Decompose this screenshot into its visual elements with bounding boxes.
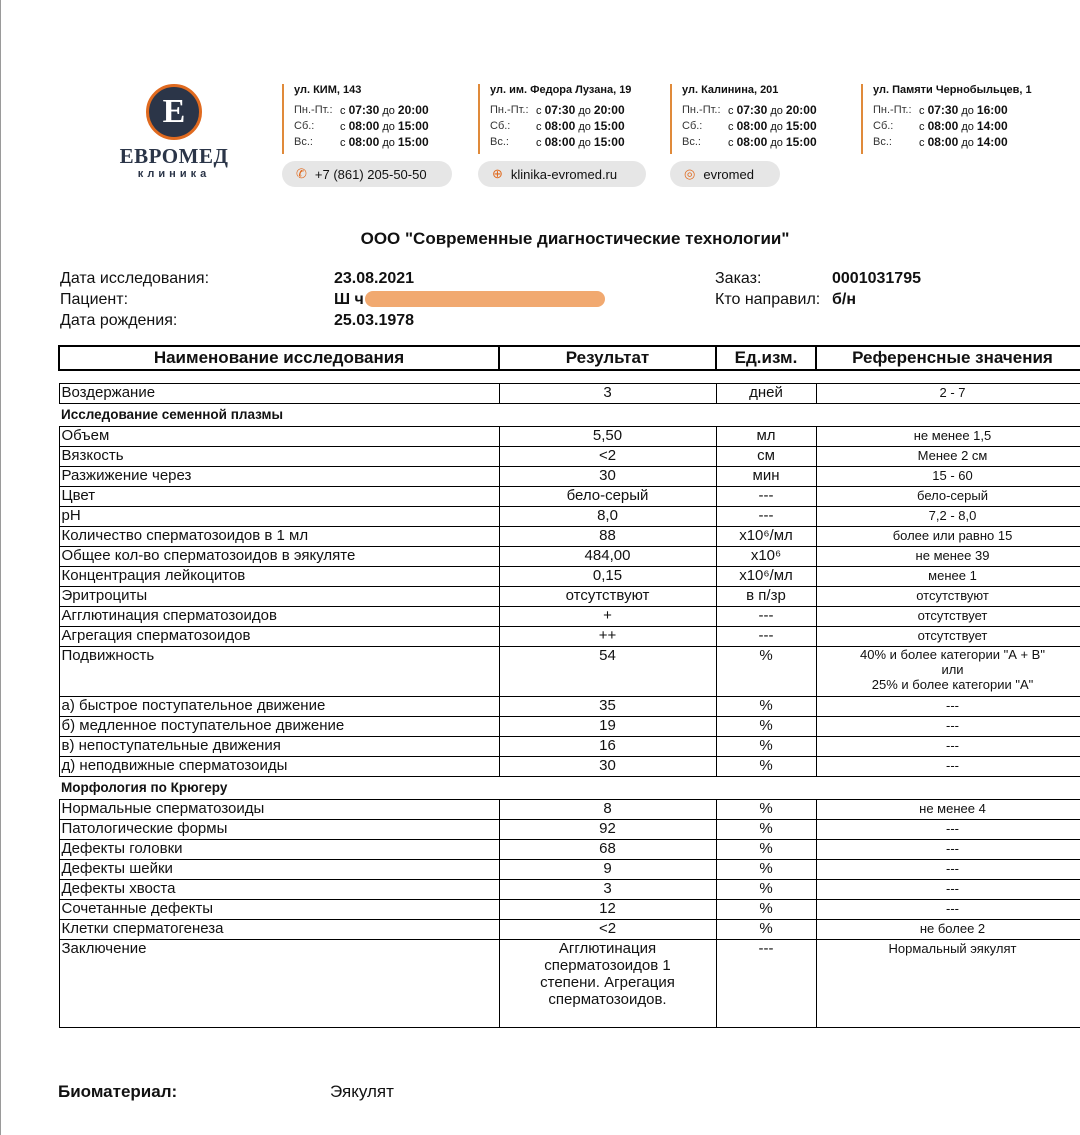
cell-ref: --- (816, 880, 1080, 900)
cell-unit: % (716, 860, 816, 880)
cell-result: 19 (499, 717, 716, 737)
globe-icon: ⊕ (492, 166, 503, 181)
website-text: klinika-evromed.ru (510, 166, 618, 182)
phone-pill[interactable] (282, 161, 452, 187)
cell-unit: % (716, 757, 816, 777)
cell-unit: % (716, 647, 816, 697)
cell-unit: % (716, 717, 816, 737)
date-label: Дата исследования: (60, 270, 210, 287)
order-value: 0001031795 (832, 270, 921, 287)
table-header (59, 346, 1080, 370)
biomaterial-label: Биоматериал: (58, 1082, 178, 1101)
cell-ref: менее 1 (816, 567, 1080, 587)
cell-ref: --- (816, 757, 1080, 777)
hours-time: с 07:30 до 20:00 (340, 103, 429, 117)
header-name: Наименование исследования (59, 346, 499, 370)
table-row (59, 800, 1080, 820)
cell-name: Вязкость (59, 447, 499, 467)
cell-name: Цвет (59, 487, 499, 507)
hours-day: Сб.: (873, 120, 894, 132)
table-row (59, 697, 1080, 717)
branch-4 (861, 84, 1063, 154)
cell-result: 484,00 (499, 547, 716, 567)
cell-unit: --- (716, 607, 816, 627)
clinic-logo (106, 84, 242, 194)
cell-result: 8,0 (499, 507, 716, 527)
cell-name: Сочетанные дефекты (59, 900, 499, 920)
cell-unit: в п/зр (716, 587, 816, 607)
hours-time: с 08:00 до 15:00 (728, 119, 817, 133)
hours-time: с 07:30 до 16:00 (919, 103, 1008, 117)
cell-name: Дефекты шейки (59, 860, 499, 880)
cell-name: Агрегация сперматозоидов (59, 627, 499, 647)
cell-unit: x10⁶/мл (716, 567, 816, 587)
cell-result: 92 (499, 820, 716, 840)
hours-day: Пн.-Пт.: (294, 104, 333, 116)
order-label: Заказ: (715, 270, 762, 287)
branch-2 (478, 84, 668, 154)
branch-address: ул. Памяти Чернобыльцев, 1 (873, 84, 1032, 96)
header-unit: Ед.изм. (716, 346, 816, 370)
cell-name: а) быстрое поступательное движение (59, 697, 499, 717)
hours-time: с 08:00 до 15:00 (728, 135, 817, 149)
hours-day: Вс.: (490, 136, 509, 148)
hours-time: с 08:00 до 15:00 (340, 135, 429, 149)
cell-ref: не более 2 (816, 920, 1080, 940)
table-row (59, 427, 1080, 447)
table-row (59, 487, 1080, 507)
cell-unit: % (716, 800, 816, 820)
redaction-mark (365, 291, 605, 307)
cell-unit: % (716, 920, 816, 940)
cell-ref: 15 - 60 (816, 467, 1080, 487)
hours-time: с 08:00 до 14:00 (919, 119, 1008, 133)
cell-result: <2 (499, 447, 716, 467)
table-row-motility (59, 647, 1080, 697)
cell-ref: отсутствуют (816, 587, 1080, 607)
website-pill[interactable] (478, 161, 646, 187)
cell-result: 16 (499, 737, 716, 757)
cell-result: 54 (499, 647, 716, 697)
cell-unit: x10⁶/мл (716, 527, 816, 547)
hours-day: Пн.-Пт.: (490, 104, 529, 116)
cell-unit: % (716, 880, 816, 900)
results-table (58, 345, 1080, 1028)
hours-time: с 07:30 до 20:00 (728, 103, 817, 117)
branch-1 (282, 84, 472, 154)
cell-ref: не менее 1,5 (816, 427, 1080, 447)
cell-ref: отсутствует (816, 607, 1080, 627)
ref-line: или (941, 662, 964, 677)
cell-name: Общее кол-во сперматозоидов в эякуляте (59, 547, 499, 567)
cell-result: 30 (499, 757, 716, 777)
birth-value: 25.03.1978 (334, 312, 415, 329)
cell-ref: не менее 4 (816, 800, 1080, 820)
cell-ref: --- (816, 737, 1080, 757)
cell-unit: % (716, 820, 816, 840)
hours-time: с 08:00 до 15:00 (536, 119, 625, 133)
cell-ref: --- (816, 717, 1080, 737)
cell-name: Объем (59, 427, 499, 447)
ref-line: 25% и более категории "А" (871, 677, 1034, 692)
table-row (59, 507, 1080, 527)
table-row (59, 607, 1080, 627)
cell-unit: x10⁶ (716, 547, 816, 567)
cell-name: Заключение (59, 940, 499, 1028)
table-row (59, 840, 1080, 860)
branch-address: ул. им. Федора Лузана, 19 (490, 84, 632, 96)
cell-result: 88 (499, 527, 716, 547)
ref-line: 40% и более категории "А + В" (860, 647, 1045, 662)
hours-day: Пн.-Пт.: (873, 104, 912, 116)
table-row (59, 900, 1080, 920)
hours-day: Пн.-Пт.: (682, 104, 721, 116)
cell-ref: Менее 2 см (816, 447, 1080, 467)
cell-ref: бело-серый (816, 487, 1080, 507)
cell-ref: --- (816, 900, 1080, 920)
cell-name: Дефекты хвоста (59, 880, 499, 900)
cell-ref: --- (816, 820, 1080, 840)
cell-result: 0,15 (499, 567, 716, 587)
table-row (59, 467, 1080, 487)
cell-ref: не менее 39 (816, 547, 1080, 567)
table-row (59, 860, 1080, 880)
table-row (59, 920, 1080, 940)
organization-title: ООО "Современные диагностические технологии" (360, 229, 790, 248)
logo-name: ЕВРОМЕД (119, 144, 229, 168)
phone-icon: ✆ (296, 166, 307, 181)
cell-ref: Нормальный эякулят (816, 940, 1080, 1028)
cell-ref: 7,2 - 8,0 (816, 507, 1080, 527)
hours-day: Вс.: (873, 136, 892, 148)
cell-name: Воздержание (59, 384, 499, 404)
table-row (59, 567, 1080, 587)
date-value: 23.08.2021 (334, 270, 415, 287)
cell-name: Подвижность (59, 647, 499, 697)
cell-name: Патологические формы (59, 820, 499, 840)
cell-result: 30 (499, 467, 716, 487)
cell-result: 12 (499, 900, 716, 920)
patient-label: Пациент: (60, 291, 129, 308)
hours-day: Сб.: (682, 120, 703, 132)
cell-ref (816, 647, 1080, 697)
table-row (59, 547, 1080, 567)
table-row (59, 737, 1080, 757)
table-row (59, 757, 1080, 777)
biomaterial-value: Эякулят (330, 1082, 394, 1101)
cell-result: <2 (499, 920, 716, 940)
logo-letter: Е (162, 93, 186, 130)
hours-time: с 08:00 до 15:00 (340, 119, 429, 133)
table-row (59, 384, 1080, 404)
patient-value: Ш ч (334, 291, 364, 308)
cell-result: 3 (499, 880, 716, 900)
table-row-conclusion (59, 940, 1080, 1028)
cell-ref: более или равно 15 (816, 527, 1080, 547)
cell-name: Клетки сперматогенеза (59, 920, 499, 940)
hours-day: Вс.: (682, 136, 701, 148)
cell-result: + (499, 607, 716, 627)
cell-unit: --- (716, 507, 816, 527)
hours-time: с 07:30 до 20:00 (536, 103, 625, 117)
branch-address: ул. Калинина, 201 (682, 84, 779, 96)
cell-result: 35 (499, 697, 716, 717)
instagram-pill[interactable] (670, 161, 780, 187)
branch-address: ул. КИМ, 143 (294, 84, 362, 96)
hours-time: с 08:00 до 15:00 (536, 135, 625, 149)
instagram-text: evromed (703, 166, 754, 182)
cell-unit: --- (716, 487, 816, 507)
cell-result: отсутствуют (499, 587, 716, 607)
cell-ref: --- (816, 697, 1080, 717)
cell-name: Количество сперматозоидов в 1 мл (59, 527, 499, 547)
cell-unit: % (716, 840, 816, 860)
cell-name: pH (59, 507, 499, 527)
referrer-value: б/н (832, 291, 856, 308)
cell-ref: отсутствует (816, 627, 1080, 647)
header-ref: Референсные значения (816, 346, 1080, 370)
cell-result: 68 (499, 840, 716, 860)
cell-result: 3 (499, 384, 716, 404)
cell-ref: 2 - 7 (816, 384, 1080, 404)
logo-emblem (146, 84, 202, 140)
cell-name: Эритроциты (59, 587, 499, 607)
cell-result: Агглютинация сперматозоидов 1 степени. Агрегация сперматозоидов. (499, 940, 716, 1028)
hours-time: с 08:00 до 14:00 (919, 135, 1008, 149)
cell-unit: --- (716, 940, 816, 1028)
birth-label: Дата рождения: (60, 312, 178, 329)
cell-unit: мин (716, 467, 816, 487)
hours-day: Сб.: (294, 120, 315, 132)
section-heading: Исследование семенной плазмы (61, 407, 284, 422)
cell-result: 5,50 (499, 427, 716, 447)
cell-unit: дней (716, 384, 816, 404)
cell-unit: % (716, 900, 816, 920)
header-result: Результат (499, 346, 716, 370)
hours-day: Сб.: (490, 120, 511, 132)
cell-result: ++ (499, 627, 716, 647)
cell-name: Концентрация лейкоцитов (59, 567, 499, 587)
cell-name: б) медленное поступательное движение (59, 717, 499, 737)
table-row (59, 447, 1080, 467)
table-row (59, 527, 1080, 547)
cell-result: 8 (499, 800, 716, 820)
table-row (59, 820, 1080, 840)
table-row (59, 880, 1080, 900)
cell-name: Разжижение через (59, 467, 499, 487)
cell-name: Дефекты головки (59, 840, 499, 860)
table-row (59, 717, 1080, 737)
cell-unit: % (716, 737, 816, 757)
referrer-label: Кто направил: (715, 291, 821, 308)
table-row (59, 587, 1080, 607)
branch-3 (670, 84, 860, 154)
cell-name: Агглютинация сперматозоидов (59, 607, 499, 627)
cell-unit: --- (716, 627, 816, 647)
cell-ref: --- (816, 860, 1080, 880)
cell-result: бело-серый (499, 487, 716, 507)
logo-subtitle: клиника (137, 168, 211, 180)
phone-text: +7 (861) 205-50-50 (314, 166, 427, 182)
cell-unit: мл (716, 427, 816, 447)
hours-day: Вс.: (294, 136, 313, 148)
table-row (59, 627, 1080, 647)
cell-result: 9 (499, 860, 716, 880)
cell-name: д) неподвижные сперматозоиды (59, 757, 499, 777)
cell-ref: --- (816, 840, 1080, 860)
instagram-icon: ◎ (684, 166, 696, 181)
page-edge (0, 0, 1, 1135)
section-heading: Морфология по Крюгеру (61, 780, 228, 795)
cell-name: Нормальные сперматозоиды (59, 800, 499, 820)
cell-name: в) непоступательные движения (59, 737, 499, 757)
cell-unit: см (716, 447, 816, 467)
cell-unit: % (716, 697, 816, 717)
